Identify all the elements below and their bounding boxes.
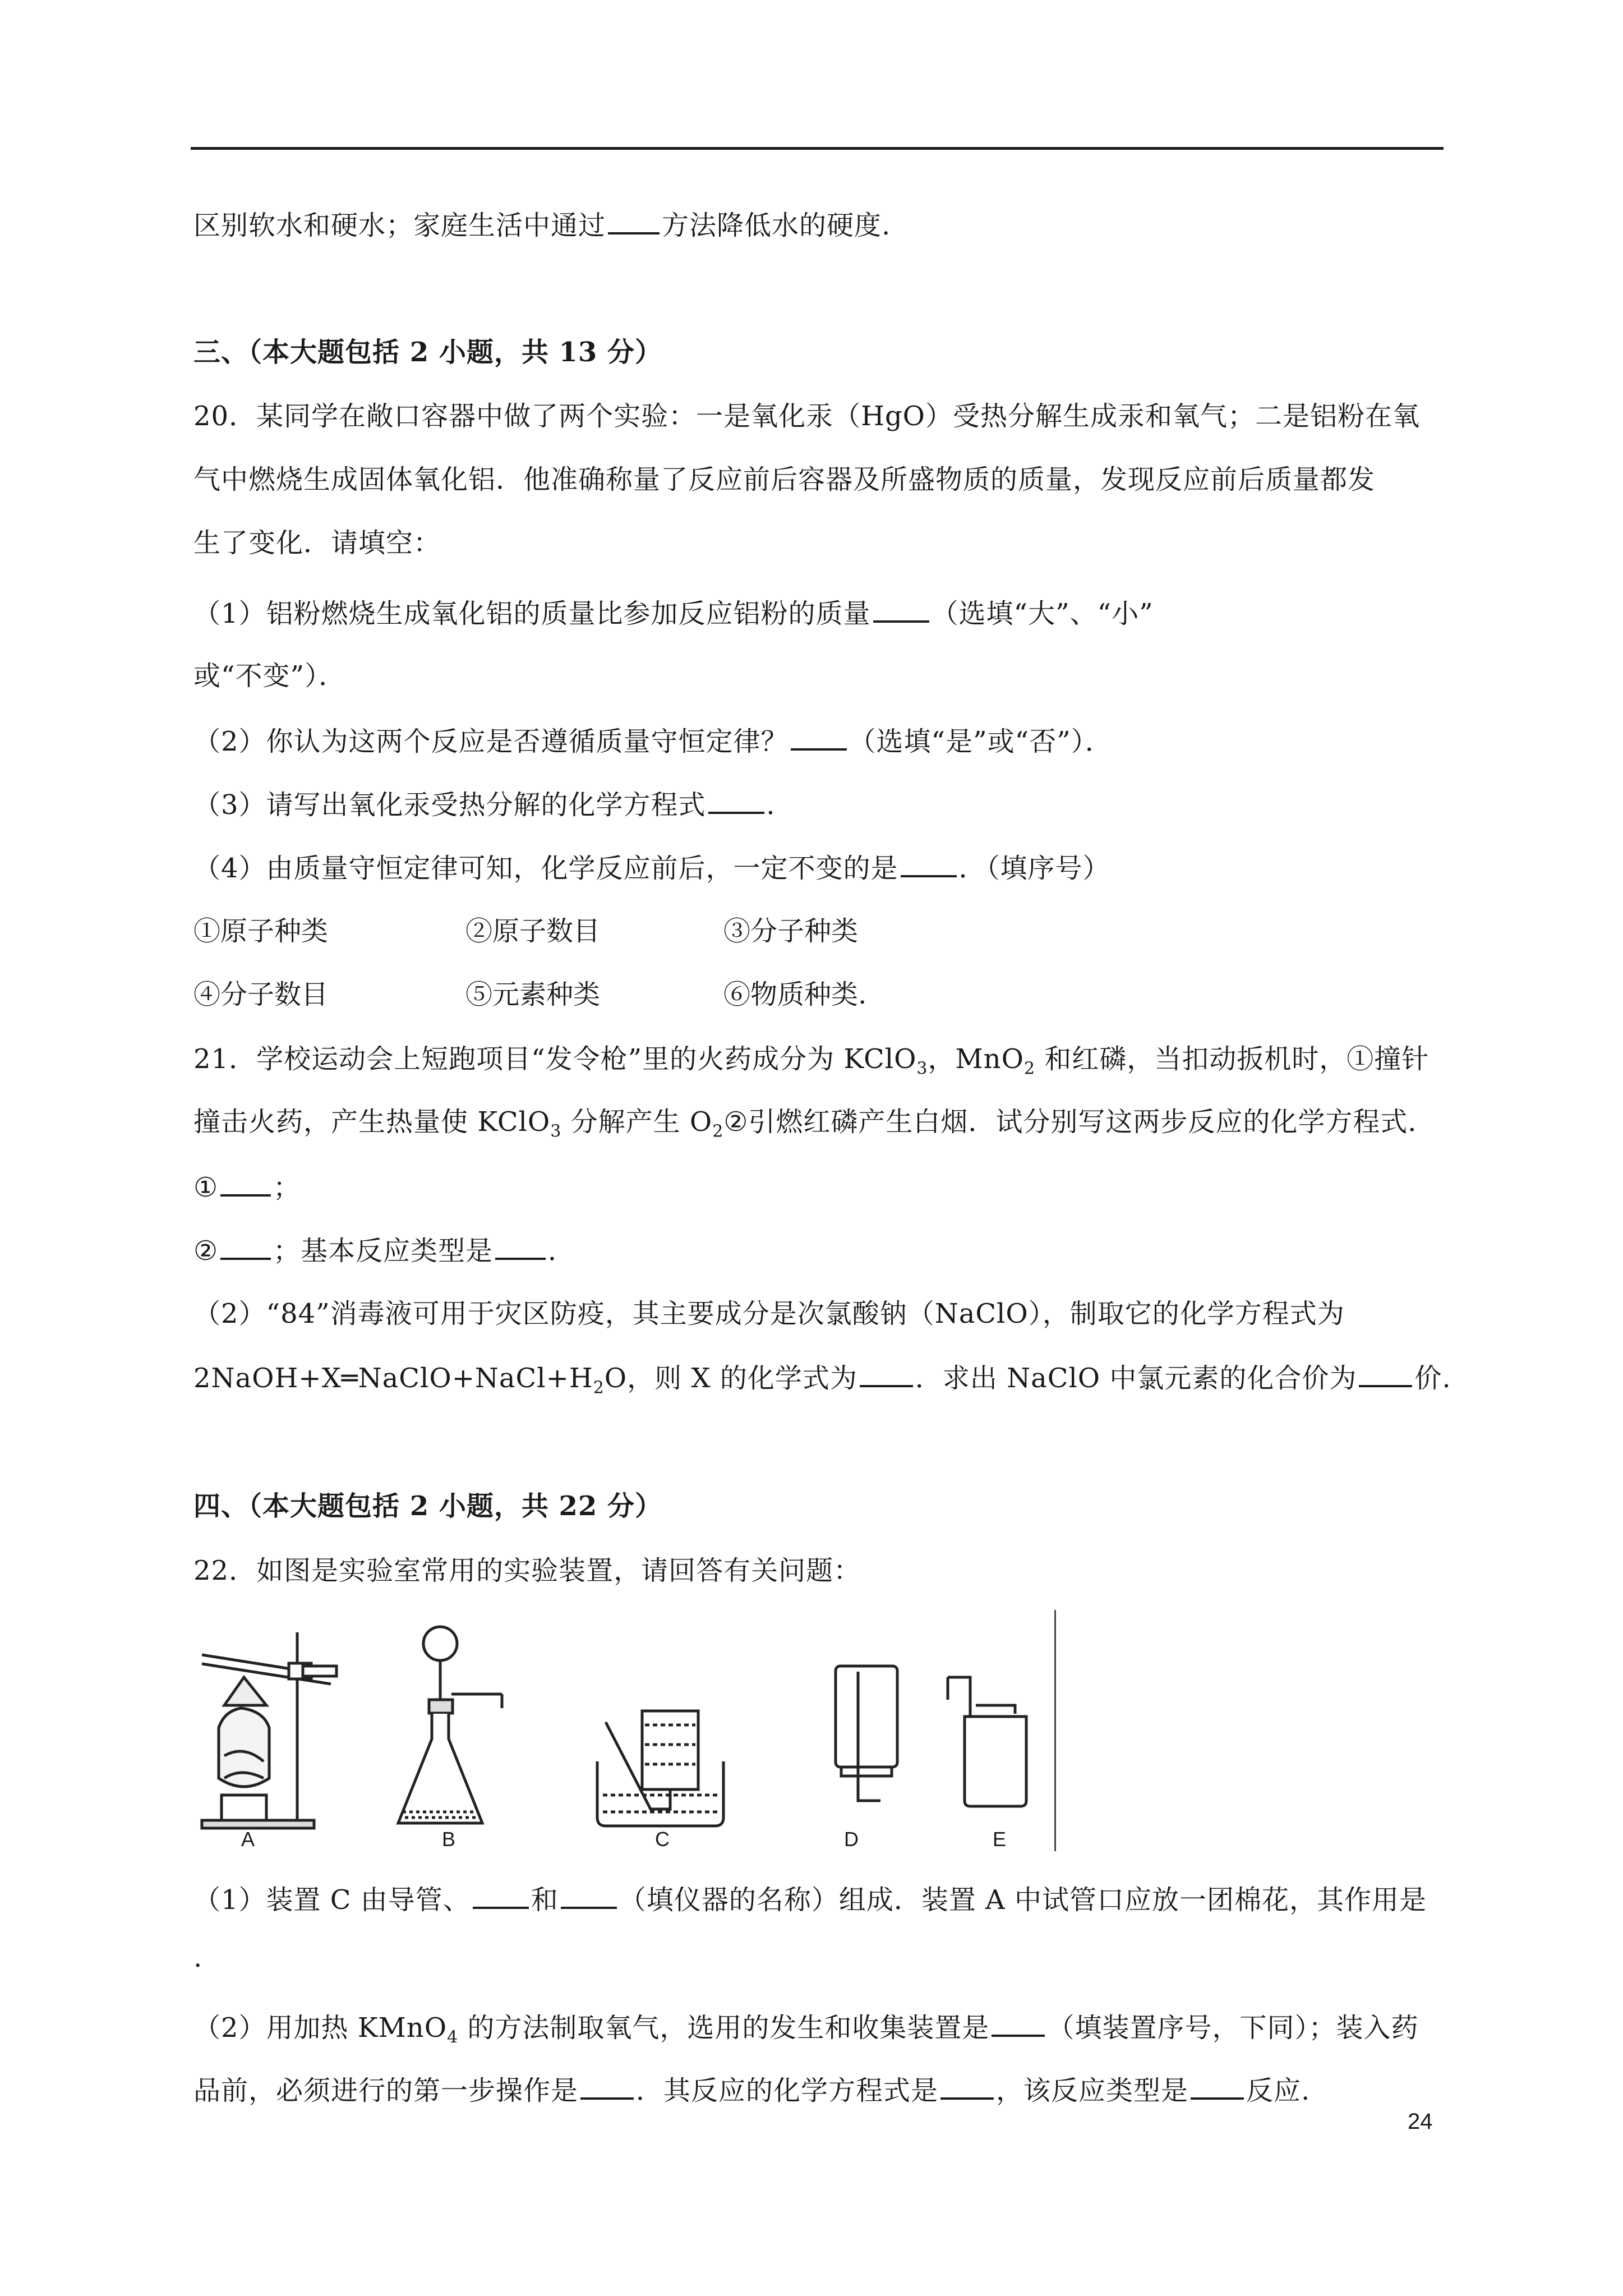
option-item: ②原子数目 <box>465 915 601 947</box>
question-22-intro: 22．如图是实验室常用的实验装置，请回答有关问题： <box>193 1555 861 1586</box>
text-segment: ．（填序号） <box>958 853 1110 884</box>
answer-blank <box>873 596 929 623</box>
question-21-answer-2 <box>193 1233 575 1268</box>
answer-blank <box>940 2073 994 2100</box>
answer-blank <box>561 1882 617 1909</box>
question-20-line-1: 20．某同学在敞口容器中做了两个实验：一是氧化汞（HgO）受热分解生成汞和氧气；二是铝粉在氧 <box>193 401 1421 432</box>
subscript: 2 <box>712 1121 724 1142</box>
question-20-part-1 <box>193 596 1154 631</box>
text-segment: 方法降低水的硬度. <box>662 210 891 241</box>
page-number: 24 <box>1408 2109 1433 2134</box>
text-segment: （填装置序号，下同）；装入药 <box>1047 2012 1419 2044</box>
question-21-part-2-line-1: （2）“84”消毒液可用于灾区防疫，其主要成分是次氯酸钠（NaClO），制取它的化学方程式为 <box>193 1298 1345 1329</box>
text-segment: ① <box>193 1172 219 1203</box>
text-segment: （2）用加热 KMnO <box>193 2012 448 2044</box>
question-20-part-3 <box>193 787 794 822</box>
text-segment: ② <box>193 1235 219 1267</box>
question-20-line-3: 生了变化．请填空： <box>193 527 441 559</box>
question-22-part-1 <box>193 1882 1427 1917</box>
question-22-part-2-line-2 <box>193 2073 1310 2108</box>
text-segment: （1）装置 C 由导管、 <box>193 1884 471 1916</box>
header-rule <box>191 147 1444 150</box>
question-21-line-2 <box>193 1105 1436 1142</box>
answer-blank <box>992 2010 1045 2037</box>
apparatus-d-drawing <box>836 1666 897 1801</box>
text-segment: 撞击火药，产生热量使 KClO <box>193 1106 551 1138</box>
apparatus-c-drawing <box>597 1711 723 1826</box>
text-segment: ②引燃红磷产生白烟．试分别写这两步反应的化学方程式． <box>723 1106 1436 1138</box>
answer-blank <box>495 1233 546 1260</box>
apparatus-a-drawing <box>202 1632 336 1828</box>
apparatus-b-drawing <box>398 1627 502 1823</box>
answer-blank <box>1359 1360 1412 1387</box>
question-21-answer-1 <box>193 1170 301 1204</box>
apparatus-label: C <box>655 1828 670 1851</box>
text-segment: 区别软水和硬水；家庭生活中通过 <box>193 210 606 241</box>
answer-blank <box>220 1233 271 1260</box>
section-heading: 四、（本大题包括 2 小题，共 22 分） <box>193 1490 663 1522</box>
answer-blank <box>580 2073 634 2100</box>
subscript: 3 <box>916 1059 928 1079</box>
answer-blank <box>608 208 660 234</box>
option-item: ①原子种类 <box>193 915 329 947</box>
answer-blank <box>473 1882 529 1909</box>
option-item: ⑥物质种类. <box>723 979 867 1010</box>
apparatus-label: D <box>844 1828 859 1851</box>
text-segment: 反应. <box>1246 2075 1311 2106</box>
text-segment: 价. <box>1414 1363 1451 1394</box>
subscript: 2 <box>1023 1059 1036 1079</box>
answer-blank <box>791 724 847 751</box>
option-item: ④分子数目 <box>193 979 329 1010</box>
text-segment: （填仪器的名称）组成．装置 A 中试管口应放一团棉花，其作用是 <box>619 1884 1427 1916</box>
apparatus-e-drawing <box>948 1677 1026 1806</box>
question-22-part-2 <box>193 2010 1418 2045</box>
question-20-part-4 <box>193 850 1110 885</box>
text-segment: （4）由质量守恒定律可知，化学反应前后，一定不变的是 <box>193 853 898 884</box>
question-21-line-1 <box>193 1042 1430 1079</box>
answer-blank <box>901 850 957 877</box>
text-segment: ． <box>548 1235 576 1267</box>
answer-blank <box>860 1360 913 1387</box>
text-segment: 和红磷，当扣动扳机时，①撞针 <box>1035 1043 1430 1075</box>
answer-blank <box>220 1170 271 1197</box>
text-segment: ，该反应类型是 <box>996 2075 1189 2106</box>
question-20-part-1-cont: 或“不变”）． <box>193 660 347 692</box>
question-20-part-2 <box>193 724 1113 758</box>
text-segment: ； <box>273 1172 301 1203</box>
answer-blank <box>1191 2073 1244 2100</box>
option-item: ③分子种类 <box>723 915 859 947</box>
text-segment: ．求出 NaClO 中氯元素的化合价为 <box>915 1363 1357 1394</box>
text-segment: ，MnO <box>928 1043 1024 1075</box>
question-22-part-1-cont: . <box>193 1942 203 1973</box>
text-line <box>193 208 891 242</box>
subscript: 4 <box>447 2027 459 2047</box>
text-segment: O，则 X 的化学式为 <box>604 1363 857 1394</box>
text-segment: （1）铝粉燃烧生成氧化铝的质量比参加反应铝粉的质量 <box>193 598 871 629</box>
section-heading: 三、（本大题包括 2 小题，共 13 分） <box>193 337 663 368</box>
text-segment: 品前，必须进行的第一步操作是 <box>193 2075 579 2106</box>
text-segment: 2NaOH+X═NaClO+NaCl+H <box>193 1363 593 1394</box>
apparatus-label: B <box>442 1828 456 1851</box>
question-20-line-2: 气中燃烧生成固体氧化铝．他准确称量了反应前后容器及所盛物质的质量，发现反应前后质量都发 <box>193 464 1376 495</box>
text-segment: 和 <box>531 1884 559 1916</box>
answer-blank <box>708 787 764 814</box>
subscript: 2 <box>593 1378 605 1398</box>
text-segment: （选填“大”、“小” <box>931 598 1154 629</box>
text-segment: （2）你认为这两个反应是否遵循质量守恒定律？ <box>193 726 789 757</box>
text-segment: 21．学校运动会上短跑项目“发令枪”里的火药成分为 KClO <box>193 1043 917 1075</box>
apparatus-label: E <box>993 1828 1007 1851</box>
text-segment: 分解产生 O <box>561 1106 713 1138</box>
text-segment: ．其反应的化学方程式是 <box>636 2075 939 2106</box>
text-segment: 的方法制取氧气，选用的发生和收集装置是 <box>458 2012 990 2044</box>
subscript: 3 <box>550 1121 562 1142</box>
text-segment: ． <box>766 789 794 821</box>
text-segment: （选填“是”或“否”）． <box>849 726 1113 757</box>
question-21-part-2-line-2 <box>193 1360 1451 1398</box>
apparatus-label: A <box>241 1828 255 1851</box>
apparatus-figure <box>191 1610 1056 1851</box>
text-segment: （3）请写出氧化汞受热分解的化学方程式 <box>193 789 706 821</box>
text-segment: ；基本反应类型是 <box>273 1235 494 1267</box>
option-item: ⑤元素种类 <box>465 979 601 1010</box>
